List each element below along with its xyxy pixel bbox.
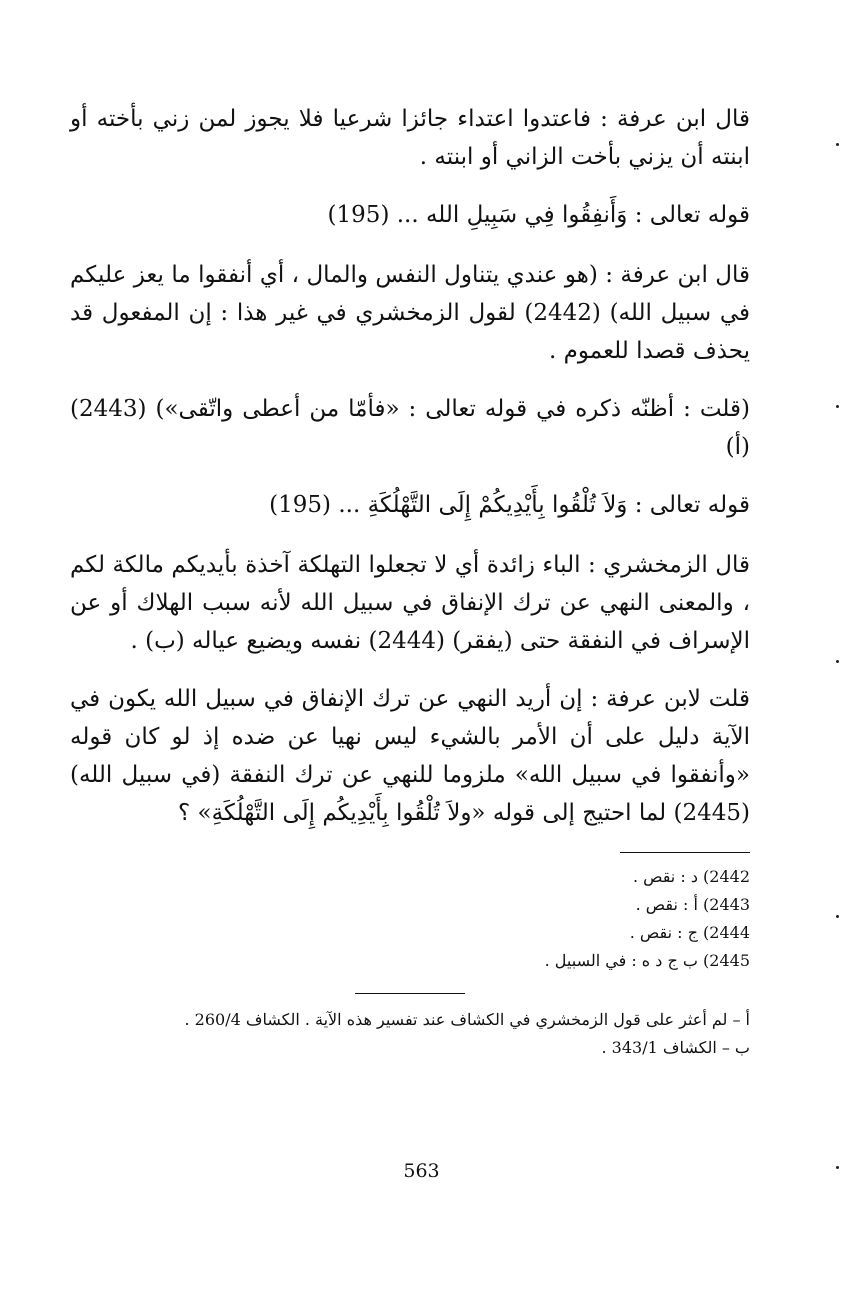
margin-dot	[836, 915, 839, 918]
page-number: 563	[403, 1160, 440, 1182]
margin-dot	[836, 660, 839, 663]
paragraph-2: قال ابن عرفة : (هو عندي يتناول النفس والمال ، أي أنفقوا ما يعز عليكم في سبيل الله) (2442) لقول الزمخشري في غير هذا : إن المفعول قد يحذف قصدا للعموم .	[70, 262, 750, 364]
paragraph-5: قلت لابن عرفة : إن أريد النهي عن ترك الإنفاق في سبيل الله يكون في الآية دليل على أن الأمر بالشيء ليس نهيا عن ضده إذ لو كان قوله «وأنفقوا في سبيل الله» ملزوما للنهي عن ترك النفقة (في سبيل الله) (2445) لما احتيج إلى قوله «ولاَ تُلْقُوا بِأَيْدِيكُم إِلَى التَّهْلُكَةِ» ؟	[70, 686, 750, 826]
margin-dot	[836, 405, 839, 408]
margin-dot	[836, 143, 839, 146]
margin-dot	[836, 1166, 839, 1169]
footnote-2442: 2442) د : نقص .	[632, 867, 750, 886]
verse-heading-2: قوله تعالى : وَلاَ تُلْقُوا بِأَيْدِيكُمْ إِلَى التَّهْلُكَةِ ... (195)	[269, 492, 750, 518]
note-b: ب – الكشاف 343/1 .	[601, 1038, 750, 1057]
paragraph-4: قال الزمخشري : الباء زائدة أي لا تجعلوا التهلكة آخذة بأيديكم مالكة لكم ، والمعنى النهي عن ترك الإنفاق في سبيل الله لأنه سبب الهلاك أو عن الإسراف في النفقة حتى (يفقر) (2444) نفسه ويضيع عياله (ب) .	[70, 552, 750, 654]
verse-heading-1: قوله تعالى : وَأَنفِقُوا فِي سَبِيلِ الله ... (195)	[327, 202, 750, 228]
note-a: أ – لم أعثر على قول الزمخشري في الكشاف عند تفسير هذه الآية . الكشاف 260/4 .	[184, 1010, 750, 1029]
footnote-2443: 2443) أ : نقص .	[635, 895, 750, 914]
footnotes	[70, 863, 750, 975]
footnote-divider	[620, 852, 750, 853]
footnote-2445: 2445) ب ج د ه : في السبيل .	[544, 951, 750, 970]
page-body	[70, 100, 750, 1062]
paragraph-1: قال ابن عرفة : فاعتدوا اعتداء جائزا شرعيا فلا يجوز لمن زني بأخته أو ابنته أن يزني بأخت الزاني أو ابنته .	[70, 106, 750, 170]
notes-divider	[355, 993, 465, 994]
paragraph-3: (قلت : أظنّه ذكره في قوله تعالى : «فأمّا من أعطى واتّقى») (2443)(أ)	[70, 396, 750, 460]
footnote-2444: 2444) ج : نقص .	[629, 923, 750, 942]
editor-notes	[70, 1006, 750, 1062]
